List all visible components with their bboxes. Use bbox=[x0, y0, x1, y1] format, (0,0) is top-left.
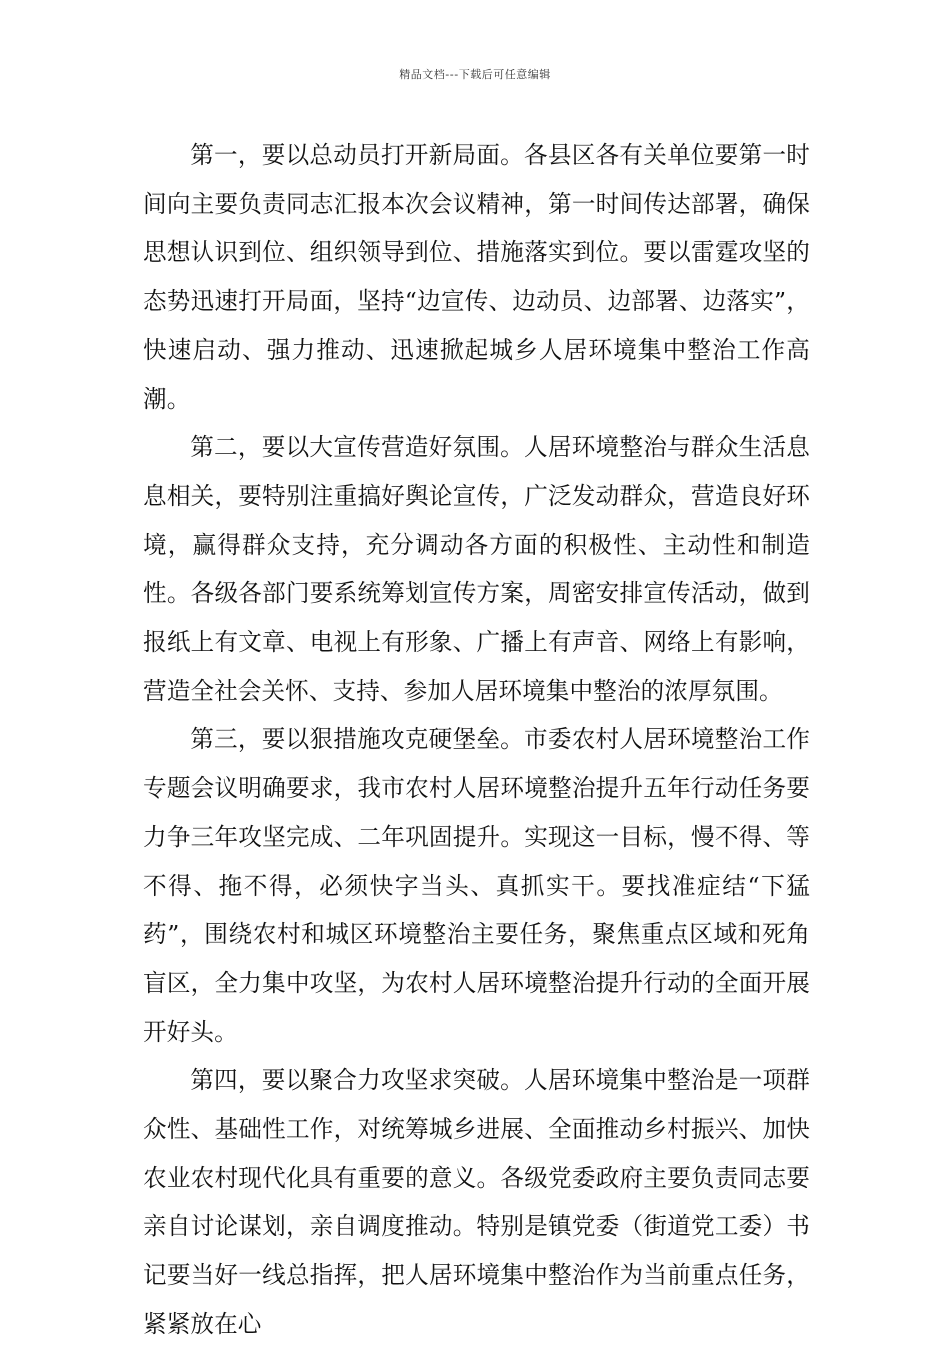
paragraph-3: 第三，要以狠措施攻克硬堡垒。市委农村人居环境整治工作专题会议明确要求，我市农村人居环境整治提升五年行动任务要力争三年攻坚完成、二年巩固提升。实现这一目标，慢不得、等不得、拖不得，必须快字当头、真抓实干。要找准症结“下猛药”，围绕农村和城区环境整治主要任务，聚焦重点区域和死角盲区，全力集中攻坚，为农村人居环境整治提升行动的全面开展开好头。 bbox=[143, 725, 810, 1046]
page-header: 精品文档---下载后可任意编辑 bbox=[399, 68, 551, 81]
paragraph-4: 第四，要以聚合力攻坚求突破。人居环境集中整治是一项群众性、基础性工作，对统筹城乡进展、全面推动乡村振兴、加快农业农村现代化具有重要的意义。各级党委政府主要负责同志要亲自讨论谋划，亲自调度推动。特别是镇党委（街道党工委）书记要当好一线总指挥，把人居环境集中整治作为当前重点任务，紧紧放在心 bbox=[143, 1066, 810, 1338]
paragraph-2: 第二，要以大宣传营造好氛围。人居环境整治与群众生活息息相关，要特别注重搞好舆论宣传，广泛发动群众，营造良好环境，赢得群众支持，充分调动各方面的积极性、主动性和制造性。各级各部门要系统筹划宣传方案，周密安排宣传活动，做到报纸上有文章、电视上有形象、广播上有声音、网络上有影响，营造全社会关怀、支持、参加人居环境集中整治的浓厚氛围。 bbox=[143, 433, 810, 705]
document-body bbox=[143, 131, 810, 1349]
paragraph-1: 第一，要以总动员打开新局面。各县区各有关单位要第一时间向主要负责同志汇报本次会议精神，第一时间传达部署，确保思想认识到位、组织领导到位、措施落实到位。要以雷霆攻坚的态势迅速打开局面，坚持“边宣传、边动员、边部署、边落实”，快速启动、强力推动、迅速掀起城乡人居环境集中整治工作高潮。 bbox=[143, 141, 810, 413]
